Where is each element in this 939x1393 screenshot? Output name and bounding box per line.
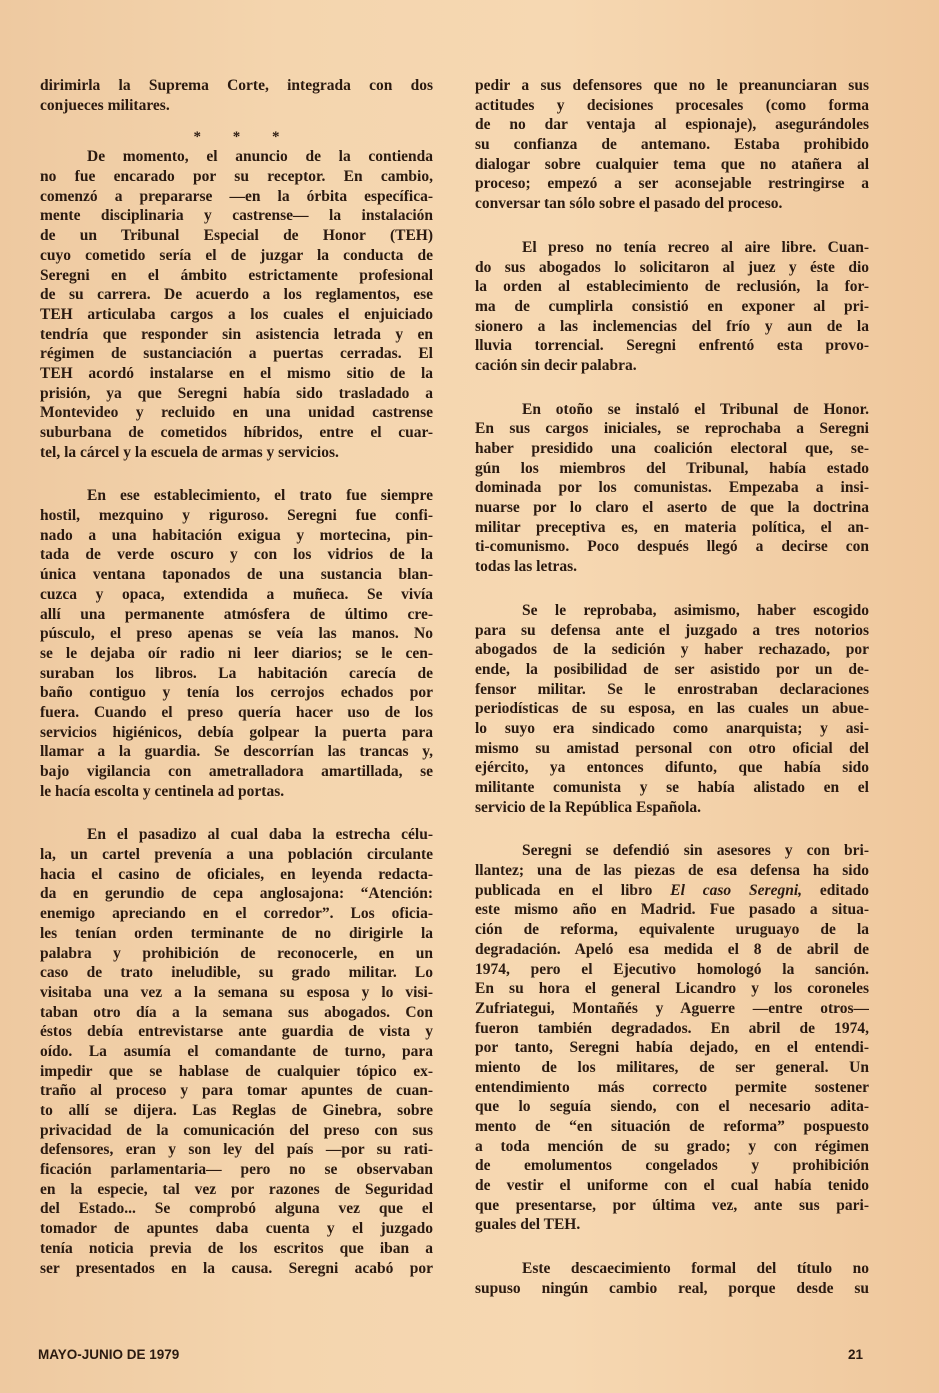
- left-column: [40, 76, 433, 1278]
- text-line: Seregni en el ámbito estrictamente profesional: [40, 266, 433, 284]
- text-line: les tenían orden terminante de no dirigirle la: [40, 924, 433, 942]
- text-line: bajo vigilancia con ametralladora amartillada, se: [40, 763, 433, 780]
- text-line: palabra y prohibición de reconocerle, en un: [40, 944, 433, 962]
- text-line: periodísticas de su esposa, en las cuales un abue-: [475, 700, 869, 718]
- text-line: lo suyo era sindicado como anarquista; y asi-: [475, 719, 869, 737]
- text-line: suraban los libros. La habitación carecía de: [40, 664, 433, 682]
- text-line: que lo seguía siendo, con el necesario adita-: [475, 1098, 869, 1116]
- paragraph: [475, 76, 869, 214]
- paragraph: [475, 238, 869, 376]
- text-line: En sus cargos iniciales, se reprochaba a Seregni: [475, 420, 869, 438]
- text-line: de no dar ventaja al espionaje), asegurándoles: [475, 116, 869, 134]
- text-line: ficación parlamentaria— pero no se observaban: [40, 1161, 433, 1179]
- text-line: le hacía escolta y centinela ad portas.: [40, 782, 285, 800]
- text-line: dialogar sobre cualquier tema que no atañera al: [475, 155, 869, 173]
- paragraph: [475, 601, 869, 818]
- text-line: prisión, ya que Seregni había sido trasladado a: [40, 384, 433, 402]
- text-line: tada de verde oscuro y con los vidrios de la: [40, 546, 433, 564]
- text-line: llantez; una de las piezas de esa defensa ha sido: [475, 862, 869, 880]
- text-line: del Estado... Se comprobó alguna vez que el: [40, 1200, 433, 1218]
- text-line: visitaba una vez a la semana su esposa y lo visi-: [40, 983, 433, 1001]
- text-line: de un Tribunal Especial de Honor (TEH): [40, 227, 433, 245]
- paragraph: [40, 825, 433, 1278]
- text-line: defensores, eran y son ley del país —por su rati-: [40, 1141, 433, 1159]
- text-line: fuera. Cuando el preso quería hacer uso de los: [40, 703, 433, 721]
- text-line: en la especie, tal vez por razones de Seguridad: [40, 1180, 433, 1198]
- text-line: para su defensa ante el juzgado a tres notorios: [475, 621, 869, 639]
- text-line: por tanto, Seregni había dejado, en el entendi-: [475, 1039, 869, 1057]
- text-line: tomador de apuntes daba cuenta y el juzgado: [40, 1220, 433, 1238]
- text-line: éstos debía entrevistarse ante guardia de vista y: [40, 1023, 433, 1041]
- text-line: militar preceptiva es, en materia política, el an-: [475, 518, 869, 536]
- text-line: fensor militar. Se le enrostraban declaraciones: [475, 680, 869, 698]
- text-line: degradación. Apeló esa medida el 8 de abril de: [475, 940, 869, 958]
- text-line: mento de “en situación de reforma” pospuesto: [475, 1118, 869, 1135]
- text-line: a toda mención de su grado; y con régimen: [475, 1137, 869, 1155]
- page-number: 21: [848, 1347, 864, 1362]
- footer-issue-date: MAYO-JUNIO DE 1979: [38, 1347, 180, 1362]
- text-line: conversar tan sólo sobre el pasado del proceso.: [475, 195, 783, 213]
- book-title: El caso Seregni,: [670, 881, 803, 899]
- text-line: su confianza de antemano. Estaba prohibido: [475, 136, 869, 154]
- text-line: Montevideo y recluido en una unidad castrense: [40, 404, 433, 422]
- text-line: que presentarse, por última vez, ante sus pari-: [475, 1196, 869, 1214]
- text-line: única ventana taponados de una sustancia blan-: [40, 566, 433, 584]
- text-line: Se le reprobaba, asimismo, haber escogido: [522, 601, 869, 619]
- text-line: cuyo cometido sería el de juzgar la conducta de: [40, 246, 433, 264]
- text-line: suburbana de cometidos híbridos, entre el cuar-: [40, 424, 433, 441]
- right-column: [475, 76, 869, 1299]
- text-line: hostil, mezquino y riguroso. Seregni fue confi-: [40, 507, 433, 525]
- text-line: pedir a sus defensores que no le preanunciaran sus: [475, 77, 869, 94]
- text-line: llamar a la guardia. Se descorrían las trancas y,: [40, 743, 433, 761]
- section-separator: * * *: [193, 129, 280, 146]
- text-line: enemigo apreciando en el corredor”. Los oficia-: [40, 905, 433, 923]
- text-line: la, un cartel prevenía a una población circulante: [40, 846, 433, 864]
- text-line: guales del TEH.: [475, 1216, 581, 1234]
- paragraph: [40, 147, 433, 462]
- text-line: régimen de sustanciación a puertas cerradas. El: [40, 345, 433, 363]
- text-line: Seregni se defendió sin asesores y con bri-: [522, 842, 869, 860]
- text-line: impedir que se hablase de cualquier tópico ex-: [40, 1062, 433, 1080]
- text-line: do sus abogados lo solicitaron al juez y éste dio: [475, 258, 869, 276]
- text-line: nado a una habitación exigua y mortecina, pin-: [40, 526, 433, 544]
- text-line: ti-comunismo. Poco después llegó a decirse con: [475, 538, 869, 556]
- text-line: de vestir el uniforme con el cual había tenido: [475, 1177, 869, 1195]
- text-line: En otoño se instaló el Tribunal de Honor.: [522, 400, 869, 418]
- text-line: conjueces militares.: [40, 96, 170, 114]
- text-line: Este descaecimiento formal del título no: [522, 1260, 869, 1278]
- text-line: dominada por los comunistas. Empezaba a insi-: [475, 479, 869, 497]
- text-line: ción de reforma, equivalente uruguayo de la: [475, 921, 869, 939]
- text-line: comenzó a prepararse —en la órbita específica-: [40, 187, 433, 205]
- text-line: dirimirla la Suprema Corte, integrada con dos: [40, 77, 433, 94]
- text-line: miento de los militares, de ser general. Un: [475, 1058, 869, 1076]
- text-line: cuzca y opaca, extendida a muñeca. Se vivía: [40, 585, 433, 603]
- text-line: El preso no tenía recreo al aire libre. Cuan-: [522, 238, 869, 256]
- text-line: En su hora el general Licandro y los coroneles: [475, 980, 869, 998]
- text-line: gún los miembros del Tribunal, había estado: [475, 459, 869, 477]
- text-line: este mismo año en Madrid. Fue pasado a situa-: [475, 901, 869, 919]
- text-line: fueron también degradados. En abril de 1974,: [475, 1019, 869, 1037]
- text-line: púsculo, el preso apenas se veía las manos. No: [40, 625, 433, 643]
- text-line: se le dejaba oír radio ni leer diarios; se le cen-: [40, 644, 433, 662]
- text-line: tendría que responder sin asistencia letrada y en: [40, 325, 433, 343]
- text-line: haber presidido una coalición electoral que, se-: [475, 440, 869, 457]
- text-line: ma de cumplirla consistió en exponer al pri-: [475, 297, 869, 315]
- text-line: 1974, pero el Ejecutivo homologó la sanción.: [475, 960, 869, 978]
- text-line: proceso; empezó a ser aconsejable restringirse a: [475, 175, 869, 193]
- text-line: servicio de la República Española.: [475, 798, 702, 816]
- text-line: supuso ningún cambio real, porque desde su: [475, 1279, 869, 1297]
- text-line: oído. La asumía el comandante de turno, para: [40, 1042, 433, 1060]
- text-line: entendimiento más correcto permite sostener: [475, 1078, 869, 1096]
- text-line: lluvia torrencial. Seregni enfrentó esta provo-: [475, 337, 869, 355]
- text-line: de su carrera. De acuerdo a los reglamentos, ese: [40, 286, 433, 304]
- text-line: servicios higiénicos, debía golpear la puerta para: [40, 723, 433, 741]
- text-line: nuarse por lo claro el aserto de que la doctrina: [475, 499, 869, 517]
- text-line: traño al proceso y para tomar apuntes de cuan-: [40, 1082, 433, 1100]
- text-segment: editado: [802, 881, 869, 899]
- text-line: TEH articulaba cargos a los cuales el enjuiciado: [40, 305, 433, 323]
- text-line: En el pasadizo al cual daba la estrecha célu-: [87, 826, 433, 844]
- text-line: abogados de la sedición y haber rechazado, por: [475, 641, 869, 659]
- text-line: En ese establecimiento, el trato fue siempre: [87, 487, 433, 505]
- text-line: De momento, el anuncio de la contienda: [87, 148, 433, 166]
- text-line: sionero a las inclemencias del frío y aun de la: [475, 317, 869, 335]
- text-line: no fue encarado por su receptor. En cambio,: [40, 168, 433, 186]
- text-line: mismo su amistad personal con otro oficial del: [475, 739, 869, 757]
- text-line: to allí se dijera. Las Reglas de Ginebra, sobre: [40, 1102, 433, 1119]
- text-line: actitudes y decisiones procesales (como forma: [475, 96, 869, 114]
- text-segment: publicada en el libro: [475, 881, 671, 899]
- text-line: todas las letras.: [475, 558, 578, 576]
- text-line: de emolumentos congelados y prohibición: [475, 1157, 869, 1175]
- text-line: la orden al establecimiento de reclusión, la for-: [475, 278, 869, 296]
- text-line: ende, la posibilidad de ser asistido por un de-: [475, 660, 869, 678]
- paragraph: [475, 1259, 869, 1298]
- text-line: da en gerundio de cepa anglosajona: “Atención:: [40, 885, 433, 903]
- text-line: hacia el casino de oficiales, en leyenda redacta-: [40, 865, 433, 883]
- text-line: Zufriategui, Montañés y Aguerre —entre otros—: [475, 999, 869, 1017]
- text-line: tenía noticia previa de los escritos que iban a: [40, 1239, 433, 1257]
- paragraph: [40, 486, 433, 801]
- text-line: TEH acordó instalarse en el mismo sitio de la: [40, 364, 433, 382]
- text-line: ejército, ya entonces difunto, que había sido: [475, 759, 869, 777]
- text-line: militante comunista y se había alistado en el: [475, 779, 869, 796]
- text-line: ser presentados en la causa. Seregni acabó por: [40, 1259, 433, 1277]
- text-line: taban otro día a la semana sus abogados. Con: [40, 1003, 433, 1021]
- paragraph: [475, 400, 869, 577]
- text-line: mente disciplinaria y castrense— la instalación: [40, 207, 433, 225]
- text-line: [475, 881, 869, 901]
- paragraph: [40, 76, 433, 115]
- text-line: privacidad de la comunicación del preso con sus: [40, 1121, 433, 1139]
- text-line: baño contiguo y tenía los cerrojos echados por: [40, 684, 433, 702]
- paragraph: [475, 841, 869, 1235]
- text-line: caso de trato ineludible, su grado militar. Lo: [40, 964, 433, 982]
- text-line: cación sin decir palabra.: [475, 356, 637, 374]
- text-line: tel, la cárcel y la escuela de armas y servicios.: [40, 443, 339, 461]
- text-line: allí una permanente atmósfera de último cre-: [40, 605, 433, 623]
